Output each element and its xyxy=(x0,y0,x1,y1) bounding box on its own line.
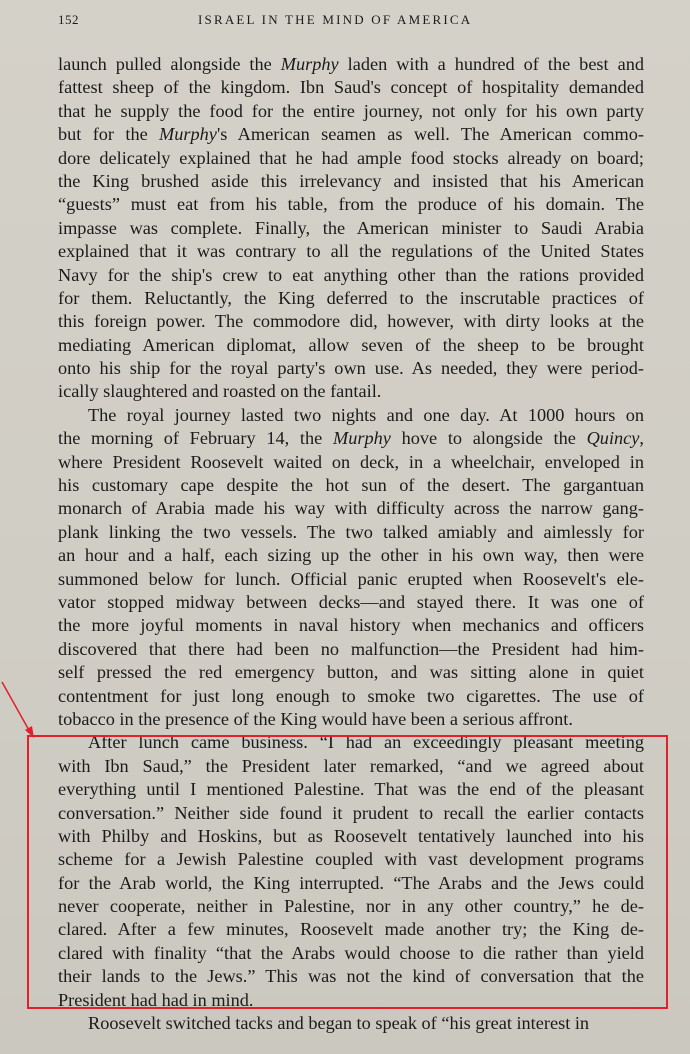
text-line: but for the Murphy's American seamen as well. The American commo- xyxy=(58,124,644,145)
text-line: clared with finality “that the Arabs would choose to die rather than yield xyxy=(58,942,644,963)
text-line: tobacco in the presence of the King would have been a serious affront. xyxy=(58,708,573,729)
text-line: mediating American diplomat, allow seven of the sheep to be brought xyxy=(58,334,644,355)
text-line: never cooperate, neither in Palestine, nor in any other country,” he de- xyxy=(58,896,644,917)
text-line: this foreign power. The commodore did, however, with dirty looks at the xyxy=(58,311,644,332)
text-line: the morning of February 14, the Murphy hove to alongside the Quincy, xyxy=(58,428,644,449)
text-line: that he supply the food for the entire journey, not only for his own party xyxy=(58,100,644,121)
running-head: ISRAEL IN THE MIND OF AMERICA xyxy=(198,12,473,27)
text-line: contentment for just long enough to smoke two cigarettes. The use of xyxy=(58,685,644,706)
text-line: clared. After a few minutes, Roosevelt made another try; the King de- xyxy=(58,919,644,940)
text-line: discovered that there had been no malfunction—the President had him- xyxy=(58,638,644,659)
highlight-box xyxy=(27,735,668,1009)
text-line: with Ibn Saud,” the President later remarked, “and we agreed about xyxy=(58,755,644,776)
text-line: with Philby and Hoskins, but as Roosevelt tentatively launched into his xyxy=(58,825,644,846)
annotation-arrow-icon xyxy=(0,680,40,740)
text-line: ically slaughtered and roasted on the fantail. xyxy=(58,381,382,402)
text-line: for them. Reluctantly, the King deferred to the inscrutable practices of xyxy=(58,287,644,308)
text-line: the King brushed aside this irrelevancy and insisted that his American xyxy=(58,170,644,191)
text-line: dore delicately explained that he had ample food stocks already on board; xyxy=(58,147,644,168)
text-line: Navy for the ship's crew to eat anything other than the rations provided xyxy=(58,264,644,285)
text-line: impasse was complete. Finally, the American minister to Saudi Arabia xyxy=(58,217,644,238)
text-line: the more joyful moments in naval history when mechanics and officers xyxy=(58,615,644,636)
text-line: The royal journey lasted two nights and one day. At 1000 hours on xyxy=(88,404,644,425)
text-line: plank linking the two vessels. The two talked amiably and aimlessly for xyxy=(58,521,644,542)
text-line: President had had in mind. xyxy=(58,989,254,1010)
text-line: launch pulled alongside the Murphy laden with a hundred of the best and xyxy=(58,54,644,74)
text-line: his customary cape despite the hot sun of the desert. The gargantuan xyxy=(58,475,644,496)
text-line: Roosevelt switched tacks and began to speak of “his great interest in xyxy=(88,1013,590,1034)
text-line: onto his ship for the royal party's own use. As needed, they were period- xyxy=(58,358,644,379)
text-line: After lunch came business. “I had an exceedingly pleasant meeting xyxy=(88,732,644,753)
text-line: self pressed the red emergency button, and was sitting alone in quiet xyxy=(58,662,644,683)
text-line: vator stopped midway between decks—and stayed there. It was one of xyxy=(58,591,644,612)
paragraph xyxy=(58,53,644,404)
paragraph xyxy=(58,404,644,731)
paragraph xyxy=(58,1012,644,1035)
text-line: an hour and a half, each sizing up the other in his own way, then were xyxy=(58,545,644,566)
text-line: fattest sheep of the kingdom. Ibn Saud's concept of hospitality demanded xyxy=(58,77,644,98)
text-line: “guests” must eat from his table, from the produce of his domain. The xyxy=(58,194,644,215)
text-line: conversation.” Neither side found it prudent to recall the earlier contacts xyxy=(58,802,644,823)
text-line: everything until I mentioned Palestine. That was the end of the pleasant xyxy=(58,779,644,800)
page-number: 152 xyxy=(58,12,79,27)
text-line: scheme for a Jewish Palestine coupled with vast development programs xyxy=(58,849,644,870)
text-line: their lands to the Jews.” This was not the kind of conversation that the xyxy=(58,966,644,987)
text-line: where President Roosevelt waited on deck, in a wheelchair, enveloped in xyxy=(58,451,644,472)
text-line: explained that it was contrary to all the regulations of the United States xyxy=(58,241,644,262)
page-header xyxy=(58,12,642,32)
text-line: for the Arab world, the King interrupted. “The Arabs and the Jews could xyxy=(58,872,644,893)
text-line: summoned below for lunch. Official panic erupted when Roosevelt's ele- xyxy=(58,568,644,589)
text-line: monarch of Arabia made his way with difficulty across the narrow gang- xyxy=(58,498,644,519)
